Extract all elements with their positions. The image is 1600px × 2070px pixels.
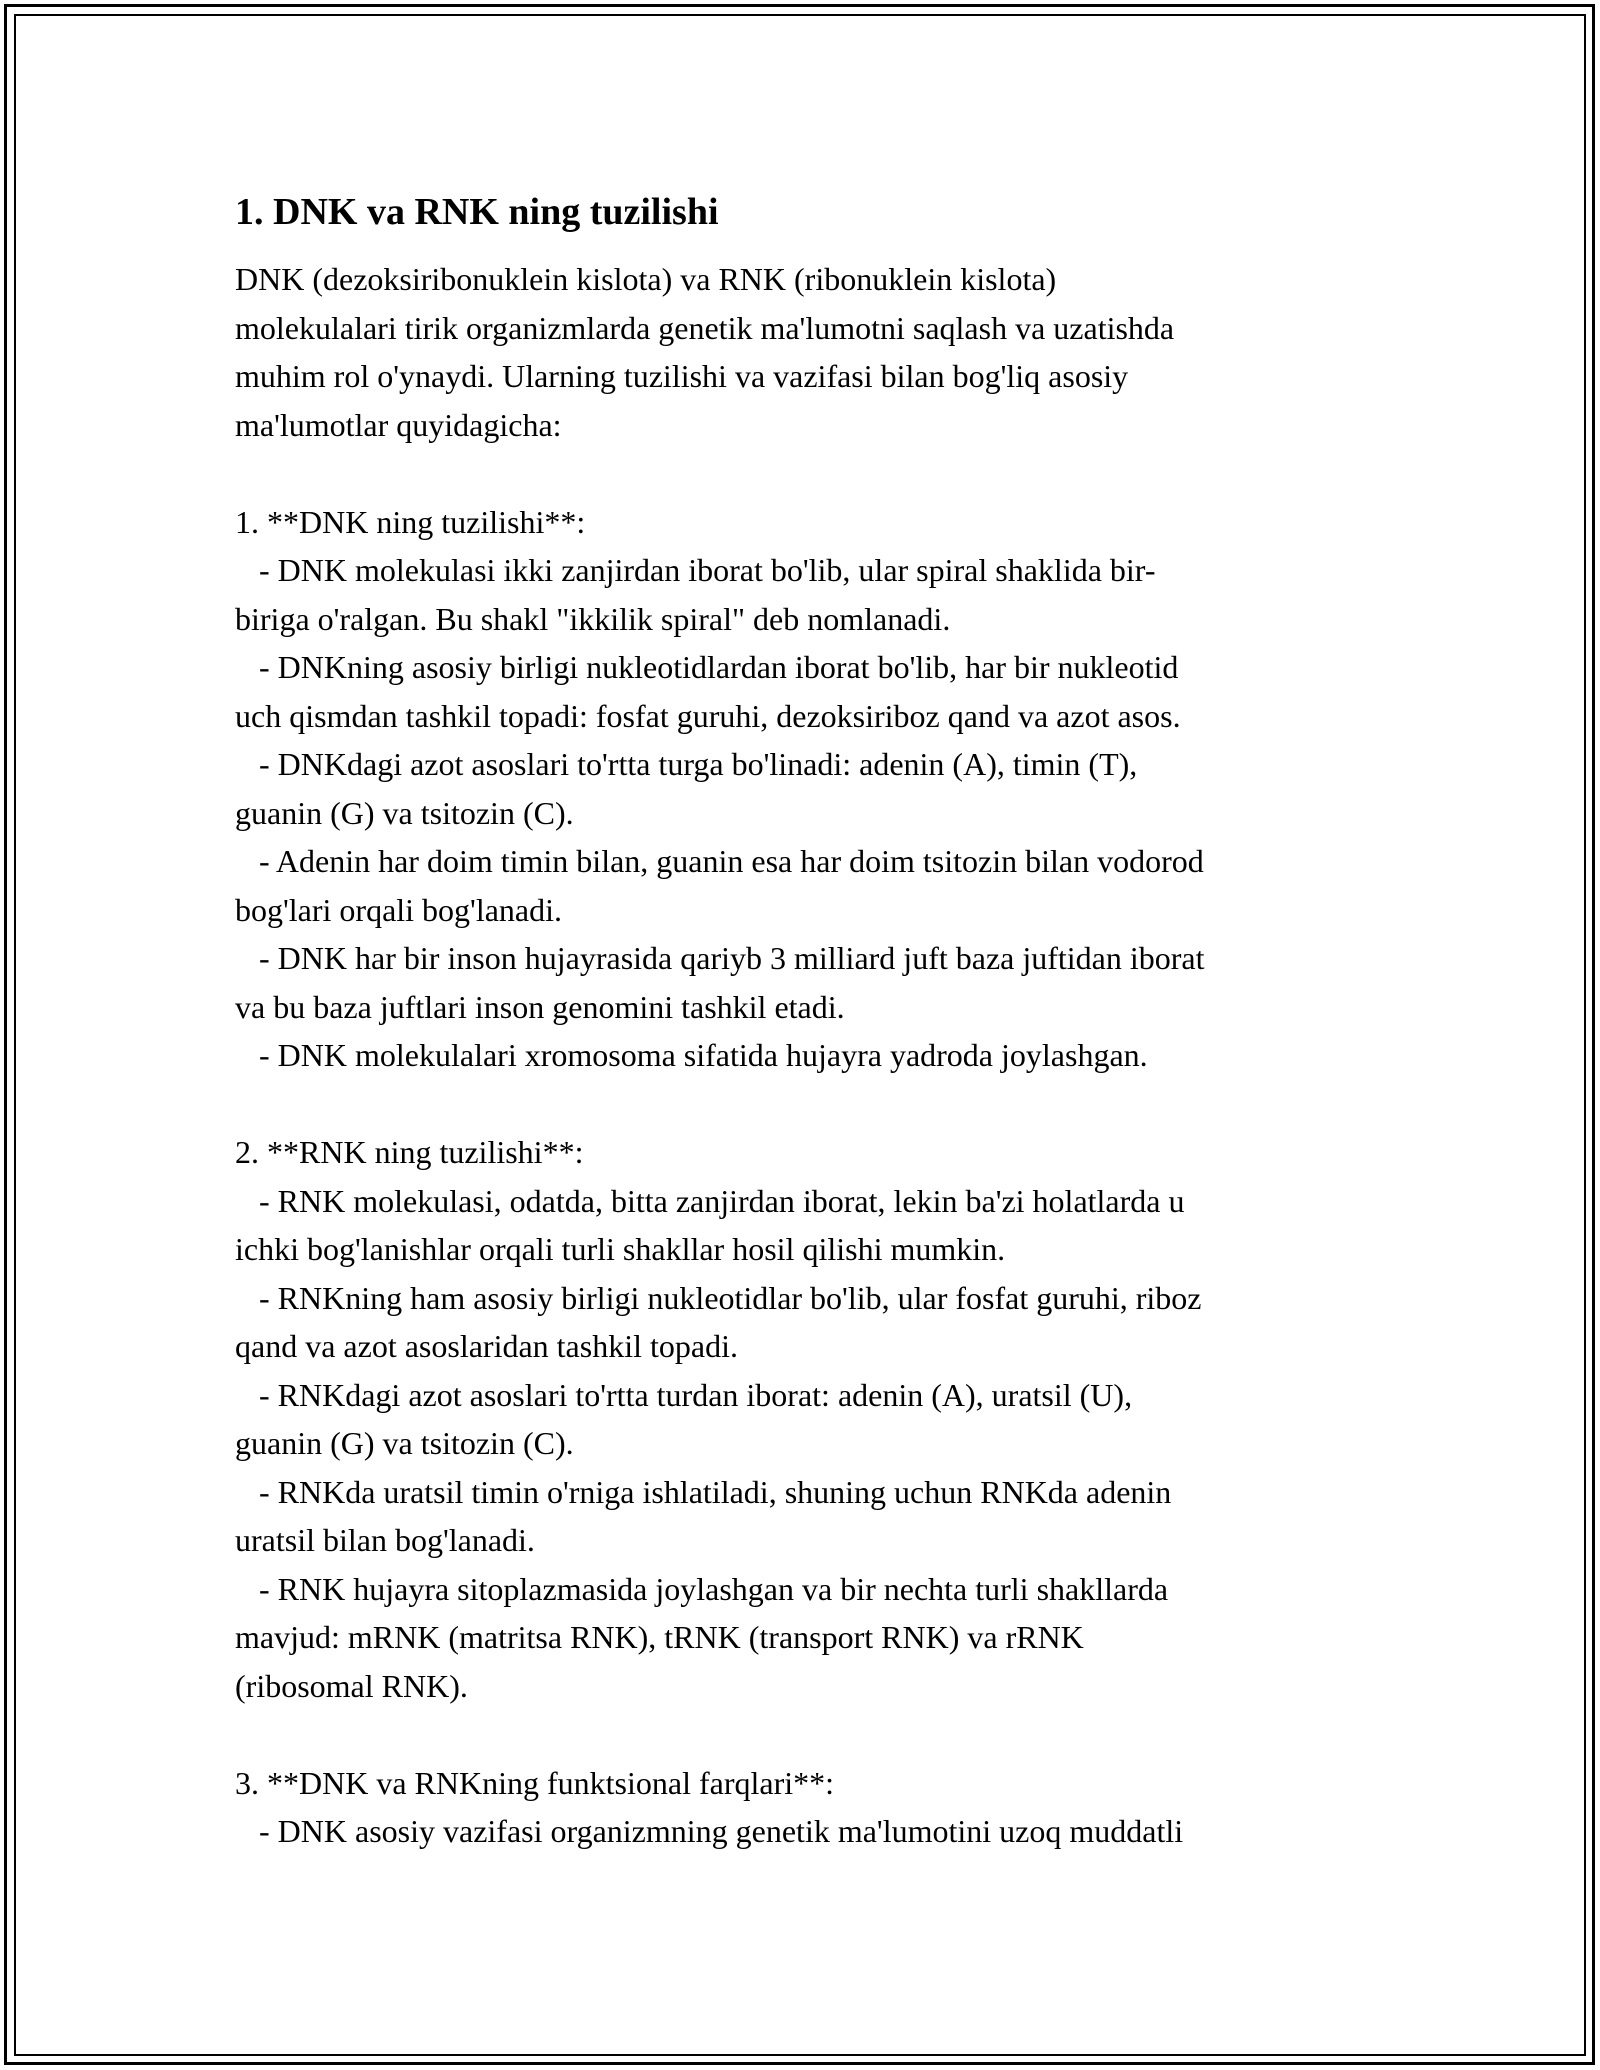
document-title: 1. DNK va RNK ning tuzilishi [235, 191, 719, 233]
text-line: mavjud: mRNK (matritsa RNK), tRNK (transport RNK) va rRNK [235, 1619, 1084, 1655]
text-line: bog'lari orqali bog'lanadi. [235, 891, 562, 928]
text-line: 3. **DNK va RNKning funktsional farqlari**: [235, 1764, 835, 1801]
text-line: - DNK molekulalari xromosoma sifatida hujayra yadroda joylashgan. [235, 1037, 1148, 1073]
text-line: - RNKda uratsil timin o'rniga ishlatiladi, shuning uchun RNKda adenin [235, 1473, 1172, 1510]
text-line: - DNKdagi azot asoslari to'rtta turga bo'linadi: adenin (A), timin (T), [235, 746, 1138, 782]
blank-line [235, 1710, 1385, 1759]
text-line: biriga o'ralgan. Bu shakl "ikkilik spiral" deb nomlanadi. [235, 600, 951, 637]
text-line: ma'lumotlar quyidagicha: [235, 406, 562, 443]
text-line: - Adenin har doim timin bilan, guanin esa har doim tsitozin bilan vodorod [235, 843, 1204, 879]
blank-line [235, 449, 1385, 498]
text-line: qand va azot asoslaridan tashkil topadi. [235, 1328, 738, 1364]
text-line: ichki bog'lanishlar orqali turli shakllar hosil qilishi mumkin. [235, 1231, 1006, 1267]
text-line: va bu baza juftlari inson genomini tashkil etadi. [235, 988, 845, 1025]
text-line: - RNKdagi azot asoslari to'rtta turdan iborat: adenin (A), uratsil (U), [235, 1376, 1133, 1413]
text-line: guanin (G) va tsitozin (C). [235, 1425, 574, 1461]
document-text [235, 255, 1385, 1856]
text-line: molekulalari tirik organizmlarda genetik ma'lumotni saqlash va uzatishda [235, 309, 1175, 346]
text-line: - DNKning asosiy birligi nukleotidlardan iborat bo'lib, har bir nukleotid [235, 649, 1179, 685]
text-line: uratsil bilan bog'lanadi. [235, 1522, 535, 1558]
blank-line [235, 1080, 1385, 1129]
text-line: - DNK har bir inson hujayrasida qariyb 3 milliard juft baza juftidan iborat [235, 940, 1205, 976]
document-body [235, 185, 1385, 1856]
text-line: - RNK molekulasi, odatda, bitta zanjirdan iborat, lekin ba'zi holatlarda u [235, 1182, 1185, 1219]
text-line: 1. **DNK ning tuzilishi**: [235, 503, 586, 540]
text-line: DNK (dezoksiribonuklein kislota) va RNK (ribonuklein kislota) [235, 261, 1057, 297]
text-line: - RNKning ham asosiy birligi nukleotidlar bo'lib, ular fosfat guruhi, riboz [235, 1279, 1202, 1316]
text-line: - RNK hujayra sitoplazmasida joylashgan va bir nechta turli shakllarda [235, 1570, 1169, 1607]
text-line: guanin (G) va tsitozin (C). [235, 794, 574, 831]
text-line: - DNK asosiy vazifasi organizmning genetik ma'lumotini uzoq muddatli [235, 1813, 1184, 1849]
text-line: (ribosomal RNK). [235, 1667, 468, 1704]
text-line: uch qismdan tashkil topadi: fosfat guruhi, dezoksiriboz qand va azot asos. [235, 697, 1181, 734]
text-line: muhim rol o'ynaydi. Ularning tuzilishi va vazifasi bilan bog'liq asosiy [235, 358, 1129, 394]
text-line: - DNK molekulasi ikki zanjirdan iborat bo'lib, ular spiral shaklida bir- [235, 552, 1156, 588]
text-line: 2. **RNK ning tuzilishi**: [235, 1134, 584, 1170]
